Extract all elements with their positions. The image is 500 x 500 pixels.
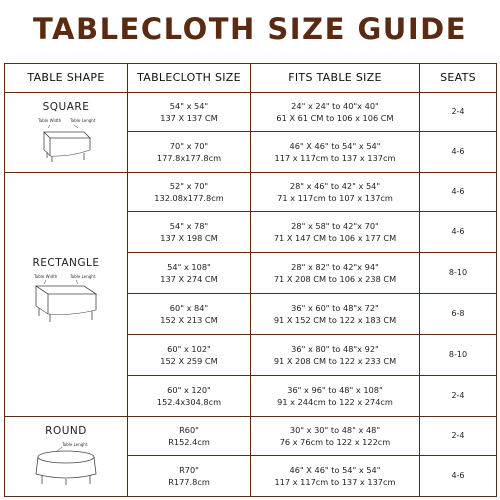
fits-cell [251, 417, 420, 456]
seats-cell: 8-10 [420, 253, 497, 294]
fits-cell [251, 212, 420, 253]
fits-line: 117 x 117cm to 137 x 137cm [274, 153, 396, 163]
shape-name: RECTANGLE [32, 257, 100, 269]
seats-cell: 4-6 [420, 132, 497, 173]
seats-cell: 2-4 [420, 93, 497, 132]
cloth-line: 132.08x177.8cm [154, 193, 224, 203]
fits-cell [251, 376, 420, 417]
cloth-line: R152.4cm [168, 437, 210, 447]
shape-name: ROUND [45, 425, 87, 437]
cloth-line: 152 X 259 CM [160, 356, 218, 366]
fits-cell [251, 173, 420, 212]
header-row [5, 64, 497, 93]
cloth-cell [128, 173, 251, 212]
cloth-cell [128, 417, 251, 456]
square-table-diagram [26, 116, 106, 164]
fits-line: 91 x 244cm to 122 x 274cm [277, 397, 393, 407]
fits-cell [251, 456, 420, 497]
cloth-line: 177.8x177.8cm [156, 153, 222, 163]
cloth-line: 70" x 70" [169, 141, 209, 151]
fits-cell [251, 132, 420, 173]
cloth-line: 152 X 213 CM [160, 315, 218, 325]
cloth-cell [128, 294, 251, 335]
cloth-line: 54" x 54" [169, 101, 209, 111]
seats-cell: 2-4 [420, 417, 497, 456]
cloth-line: 60" x 84" [169, 303, 209, 313]
seats-cell: 2-4 [420, 376, 497, 417]
fits-line: 36" x 96" to 48" x 108" [287, 385, 383, 395]
fits-line: 91 X 152 CM to 122 x 183 CM [273, 315, 397, 325]
fits-cell [251, 253, 420, 294]
cloth-cell [128, 93, 251, 132]
page-title: TABLECLOTH SIZE GUIDE [32, 12, 468, 46]
seats-cell: 4-6 [420, 212, 497, 253]
cloth-line: R177.8cm [168, 477, 210, 487]
header-table-shape: TABLE SHAPE [5, 64, 128, 93]
fits-line: 71 X 208 CM to 106 x 238 CM [273, 274, 397, 284]
table-row [5, 93, 497, 132]
cloth-line: R60" [179, 425, 199, 435]
table-width-label: Table Width [34, 274, 58, 279]
cloth-line: 137 X 274 CM [160, 274, 218, 284]
fits-line: 91 X 208 CM to 122 x 233 CM [273, 356, 397, 366]
shape-cell-rectangle [5, 173, 128, 417]
fits-line: 46" X 46" to 54" x 54" [289, 465, 381, 475]
table-width-label: Table Width [38, 118, 62, 123]
fits-line: 117 x 117cm to 137 x 137cm [274, 477, 396, 487]
table-length-label: Table Lenght [70, 118, 96, 123]
seats-cell: 6-8 [420, 294, 497, 335]
shape-cell-square [5, 93, 128, 173]
fits-line: 28" x 82" to 42"x 94" [291, 262, 379, 272]
fits-line: 71 x 117cm to 107 x 137cm [277, 193, 393, 203]
shape-name: SQUARE [42, 101, 90, 113]
table-length-label: Table Lenght [62, 442, 88, 447]
fits-line: 71 X 147 CM to 106 x 177 CM [273, 233, 397, 243]
table-length-label: Table Lenght [70, 274, 96, 279]
cloth-line: 52" x 70" [169, 181, 209, 191]
cloth-cell [128, 132, 251, 173]
table-row [5, 173, 497, 212]
cloth-cell [128, 456, 251, 497]
fits-line: 24" x 24" to 40"x 40" [291, 101, 379, 111]
cloth-line: 152.4x304.8cm [156, 397, 222, 407]
fits-line: 36" x 80" to 48"x 92" [291, 344, 379, 354]
cloth-line: 137 X 137 CM [160, 113, 218, 123]
fits-line: 76 x 76cm to 122 x 122cm [279, 437, 391, 447]
seats-cell: 4-6 [420, 456, 497, 497]
header-fits-table-size: FITS TABLE SIZE [251, 64, 420, 93]
rectangle-table-diagram [22, 272, 110, 326]
round-table-diagram [26, 440, 106, 486]
header-tablecloth-size: TABLECLOTH SIZE [128, 64, 251, 93]
cloth-cell [128, 335, 251, 376]
fits-cell [251, 93, 420, 132]
seats-cell: 8-10 [420, 335, 497, 376]
fits-cell [251, 294, 420, 335]
cloth-line: 137 X 198 CM [160, 233, 218, 243]
fits-line: 28" x 58" to 42"x 70" [291, 221, 379, 231]
fits-line: 61 X 61 CM to 106 x 106 CM [276, 113, 394, 123]
fits-line: 36" x 60" to 48"x 72" [291, 303, 379, 313]
cloth-cell [128, 212, 251, 253]
cloth-line: 60" x 120" [167, 385, 211, 395]
shape-cell-round [5, 417, 128, 497]
fits-line: 30" x 30" to 48" x 48" [289, 425, 381, 435]
cloth-line: 54" x 108" [167, 262, 211, 272]
size-guide-table [4, 63, 497, 497]
fits-line: 28" x 46" to 42" x 54" [289, 181, 381, 191]
cloth-line: 60" x 102" [167, 344, 211, 354]
table-row [5, 417, 497, 456]
seats-cell: 4-6 [420, 173, 497, 212]
cloth-cell [128, 376, 251, 417]
fits-line: 46" X 46" to 54" x 54" [289, 141, 381, 151]
cloth-line: R70" [179, 465, 199, 475]
fits-cell [251, 335, 420, 376]
cloth-cell [128, 253, 251, 294]
cloth-line: 54" x 78" [169, 221, 209, 231]
header-seats: SEATS [420, 64, 497, 93]
